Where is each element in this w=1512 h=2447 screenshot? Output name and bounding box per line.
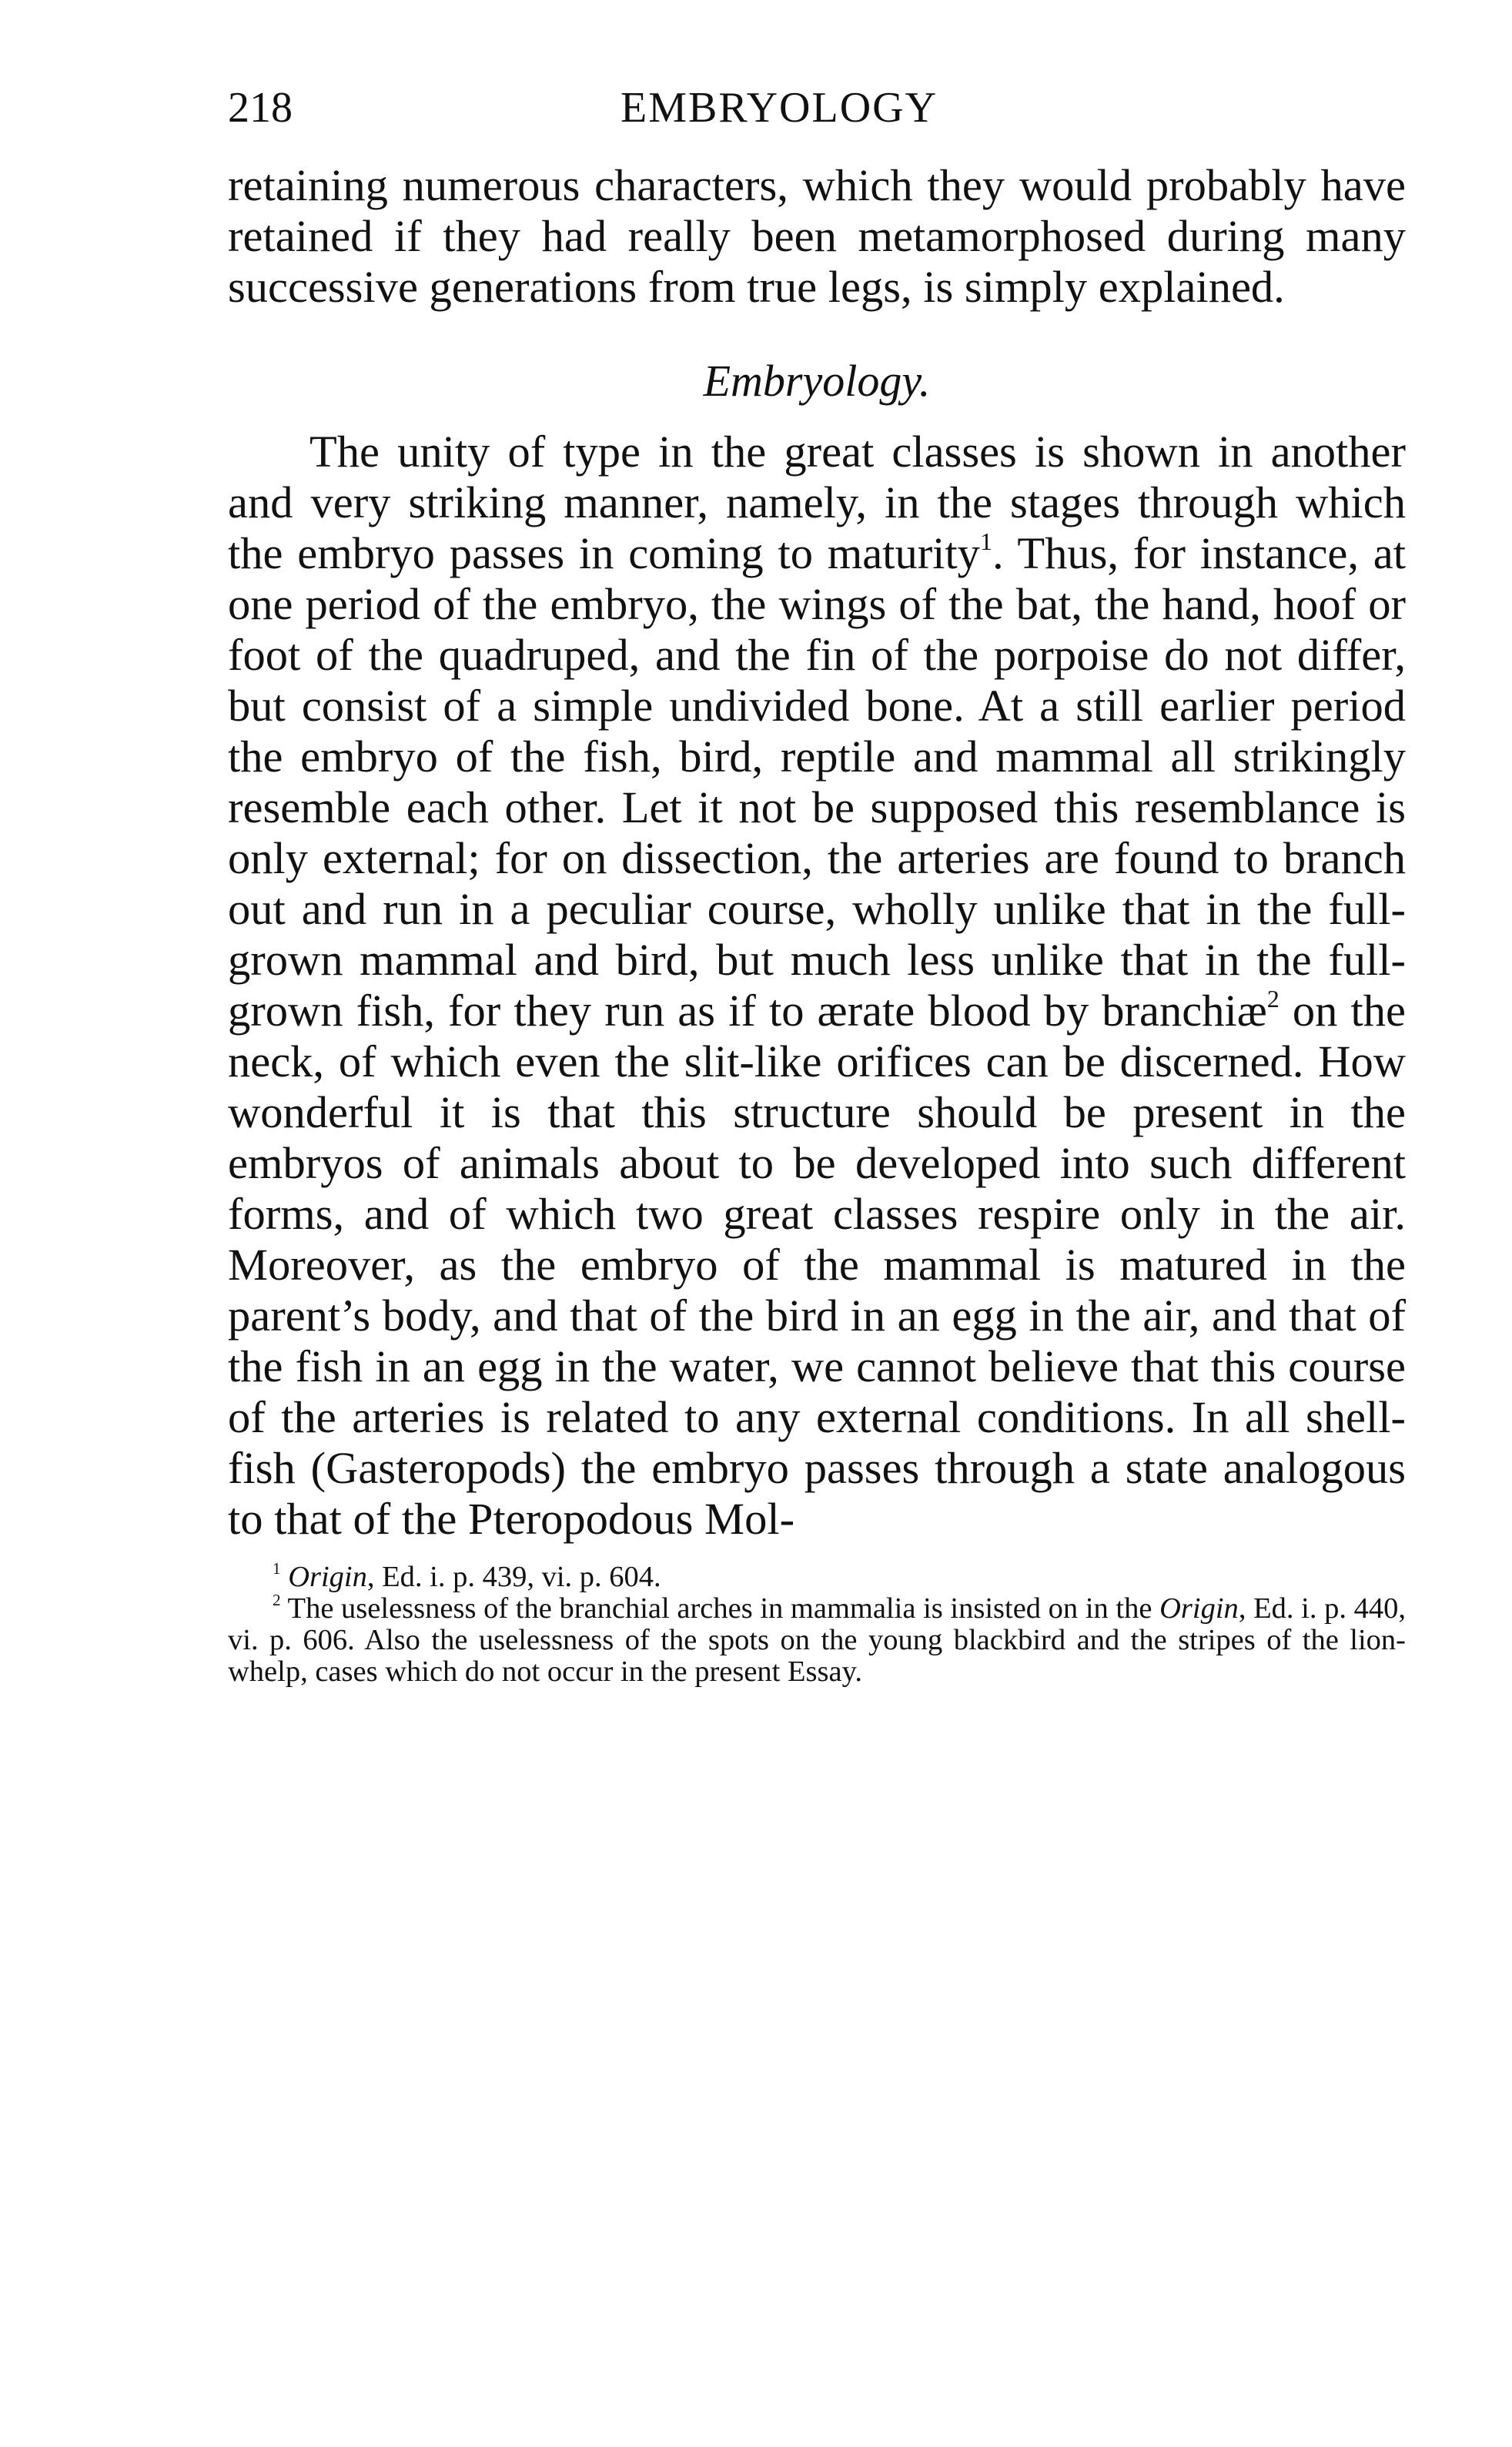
continuation-paragraph: retaining numerous characters, which they would probably have retained if they had really been metamorphosed during many successive generations from true legs, is simply explained. — [228, 160, 1406, 312]
footnote-1 — [228, 1559, 1406, 1593]
footnote-text-before: The uselessness of the branchial arches in mammalia is insisted on in the — [287, 1592, 1160, 1625]
footnote-ref-1: 1 — [979, 527, 993, 555]
main-paragraph-part-3: on the neck, of which even the slit-like orifices can be discerned. How wonderful it is that this structure should be present in the embryos of animals about to be developed into such different forms, and of which two great classes respire only in the air. Moreover, as the embryo of the mammal is matured in the parent’s body, and that of the bird in an egg in the air, and that of the fish in an egg in the water, we cannot believe that this course of the arteries is related to any external conditions. In all shell-fish (Gasteropods) the embryo passes through a state analogous to that of the Pteropodous Mol- — [228, 986, 1407, 1544]
main-paragraph-part-2: . Thus, for instance, at one period of the embryo, the wings of the bat, the hand, hoof or foot of the quadruped, and the fin of the porpoise do not differ, but consist of a simple undivided bone. At a still earlier period the embryo of the fish, bird, reptile and mammal all strikingly resemble each other. Let it not be supposed this resemblance is only external; for on dissection, the arteries are found to branch out and run in a peculiar course, wholly unlike that in the full-grown mammal and bird, but much less unlike that in the full-grown fish, for they run as if to ærate blood by branchiæ — [228, 528, 1406, 1036]
running-head — [228, 77, 1406, 139]
page-number: 218 — [228, 84, 293, 132]
book-page — [228, 77, 1406, 1688]
footnotes — [228, 1559, 1406, 1688]
footnote-2 — [228, 1593, 1406, 1688]
main-paragraph-part-1: The unity of type in the great classes is shown in another and very striking manner, namely, in the stages through which the embryo passes in coming to maturity — [228, 427, 1406, 578]
footnote-italic-title: Origin — [1159, 1592, 1239, 1625]
running-title: EMBRYOLOGY — [621, 84, 938, 132]
footnote-text-after: , Ed. i. p. 440, vi. p. 606. Also the uselessness of the spots on the young blackbird and the stripes of the lion-whelp, cases which do not occur in the present Essay. — [228, 1592, 1406, 1688]
footnote-ref-2: 2 — [1266, 984, 1280, 1013]
section-heading: Embryology. — [703, 356, 931, 406]
main-paragraph — [228, 427, 1406, 1545]
footnote-text: , Ed. i. p. 439, vi. p. 604. — [366, 1561, 661, 1593]
footnote-italic-title: Origin — [288, 1561, 367, 1593]
footnote-marker: 2 — [273, 1591, 281, 1610]
footnote-marker: 1 — [273, 1559, 281, 1578]
